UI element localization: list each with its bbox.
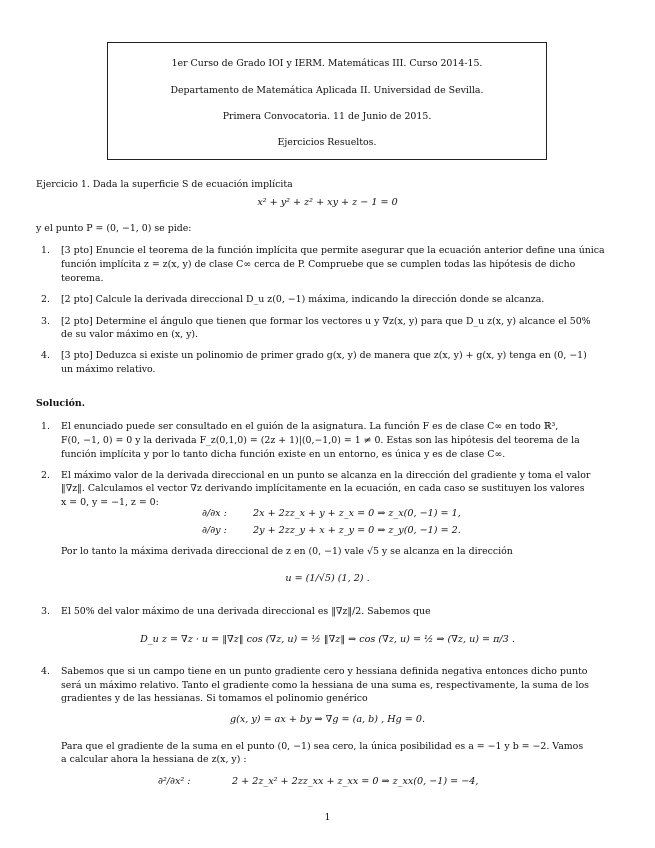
solution-number: 4. xyxy=(41,666,50,677)
direction-vector-equation: u = (1/√5) (1, 2) . xyxy=(285,573,370,584)
solution-2-line-2: ‖∇z‖. Calculamos el vector ∇z derivando implícitamente en la ecuación, en cada caso se sustituyen los valores xyxy=(61,483,585,494)
item-number: 1. xyxy=(41,245,50,256)
solution-number: 3. xyxy=(41,606,50,617)
item-3-line-1: [2 pto] Determine el ángulo que tienen que formar los vectores u y ∇z(x, y) para que D_u z(x, y) alcance el 50% xyxy=(61,316,591,327)
solution-1-line-1: El enunciado puede ser consultado en el guión de la asignatura. La función F es de clase C∞ en todo ℝ³, xyxy=(61,421,559,432)
header-line-department: Departamento de Matemática Aplicada II. Universidad de Sevilla. xyxy=(170,85,484,96)
solution-4-after-2: a calcular ahora la hessiana de z(x, y) : xyxy=(61,754,247,765)
solution-1-line-3: función implícita y por lo tanto dicha función existe en un entorno, es única y es de clase C∞. xyxy=(61,449,506,460)
item-4-line-1: [3 pto] Deduzca si existe un polinomio de primer grado g(x, y) de manera que z(x, y) + g(x, y) tenga en (0, −1) xyxy=(61,350,587,361)
derivative-y-equation: 2y + 2zz_y + x + z_y = 0 ⇒ z_y(0, −1) = 2. xyxy=(253,525,461,536)
solution-3-line: El 50% del valor máximo de una derivada direccional es ‖∇z‖/2. Sabemos que xyxy=(61,606,431,617)
solution-4-after-1: Para que el gradiente de la suma en el punto (0, −1) sea cero, la única posibilidad es a = −1 y b = −2. Vamos xyxy=(61,741,584,752)
solution-4-line-1: Sabemos que si un campo tiene en un punto gradiente cero y hessiana definida negativa entonces dicho punto xyxy=(61,666,588,677)
second-derivative-label: ∂²/∂x² : xyxy=(158,776,191,787)
header-line-course: 1er Curso de Grado IOI y IERM. Matemáticas III. Curso 2014-15. xyxy=(171,58,483,69)
solution-number: 1. xyxy=(41,421,50,432)
item-number: 4. xyxy=(41,350,50,361)
polynomial-equation: g(x, y) = ax + by ⇒ ∇g = (a, b) , Hg = 0. xyxy=(229,714,426,725)
item-1-line-1: [3 pto] Enuncie el teorema de la función implícita que permite asegurar que la ecuación anterior define una única xyxy=(61,245,605,256)
exercise-intro: Ejercicio 1. Dada la superficie S de ecuación implícita xyxy=(36,179,293,190)
item-number: 2. xyxy=(41,294,50,305)
surface-equation: x² + y² + z² + xy + z − 1 = 0 xyxy=(257,197,398,208)
item-number: 3. xyxy=(41,316,50,327)
solution-4-line-2: será un máximo relativo. Tanto el gradiente como la hessiana de una suma es, respectivamente, la suma de los xyxy=(61,680,589,691)
derivative-x-equation: 2x + 2zz_x + y + z_x = 0 ⇒ z_x(0, −1) = 1, xyxy=(253,508,461,519)
second-derivative-equation: 2 + 2z_x² + 2zz_xx + z_xx = 0 ⇒ z_xx(0, −1) = −4, xyxy=(232,776,479,787)
header-line-convocatoria: Primera Convocatoria. 11 de Junio de 2015. xyxy=(222,111,432,122)
solution-title: Solución. xyxy=(36,398,86,409)
header-line-resueltos: Ejercicios Resueltos. xyxy=(277,137,377,148)
item-4-line-2: un máximo relativo. xyxy=(61,364,156,375)
solution-1-line-2: F(0, −1, 0) = 0 y la derivada F_z(0,1,0) = (2z + 1)|(0,−1,0) = 1 ≠ 0. Estas son las hipótesis del teorema de la xyxy=(61,435,580,446)
item-1-line-2: función implícita z = z(x, y) de clase C∞ cerca de P. Compruebe que se cumplen todas las hipótesis de dicho xyxy=(61,259,576,270)
item-1-line-3: teorema. xyxy=(61,273,104,284)
solution-number: 2. xyxy=(41,470,50,481)
point-statement: y el punto P = (0, −1, 0) se pide: xyxy=(36,223,192,234)
derivative-x-label: ∂/∂x : xyxy=(202,508,227,519)
angle-equation: D_u z = ∇z · u = ‖∇z‖ cos (∇z, u) = ½ ‖∇z‖ ⇒ cos (∇z, u) = ½ ⇒ (∇z, u) = π/3 . xyxy=(140,634,515,645)
solution-4-line-3: gradientes y de las hessianas. Si tomamos el polinomio genérico xyxy=(61,693,368,704)
header-box xyxy=(107,42,547,160)
page-number: 1 xyxy=(324,812,331,823)
solution-2-line-1: El máximo valor de la derivada direccional en un punto se alcanza en la dirección del gradiente y toma el valor xyxy=(61,470,591,481)
item-3-line-2: de su valor máximo en (x, y). xyxy=(61,329,199,340)
solution-2-after: Por lo tanto la máxima derivada direccional de z en (0, −1) vale √5 y se alcanza en la dirección xyxy=(61,546,513,557)
derivative-y-label: ∂/∂y : xyxy=(202,525,227,536)
solution-2-line-3: x = 0, y = −1, z = 0: xyxy=(61,497,159,508)
item-2-line-1: [2 pto] Calcule la derivada direccional D_u z(0, −1) máxima, indicando la dirección donde se alcanza. xyxy=(61,294,545,305)
